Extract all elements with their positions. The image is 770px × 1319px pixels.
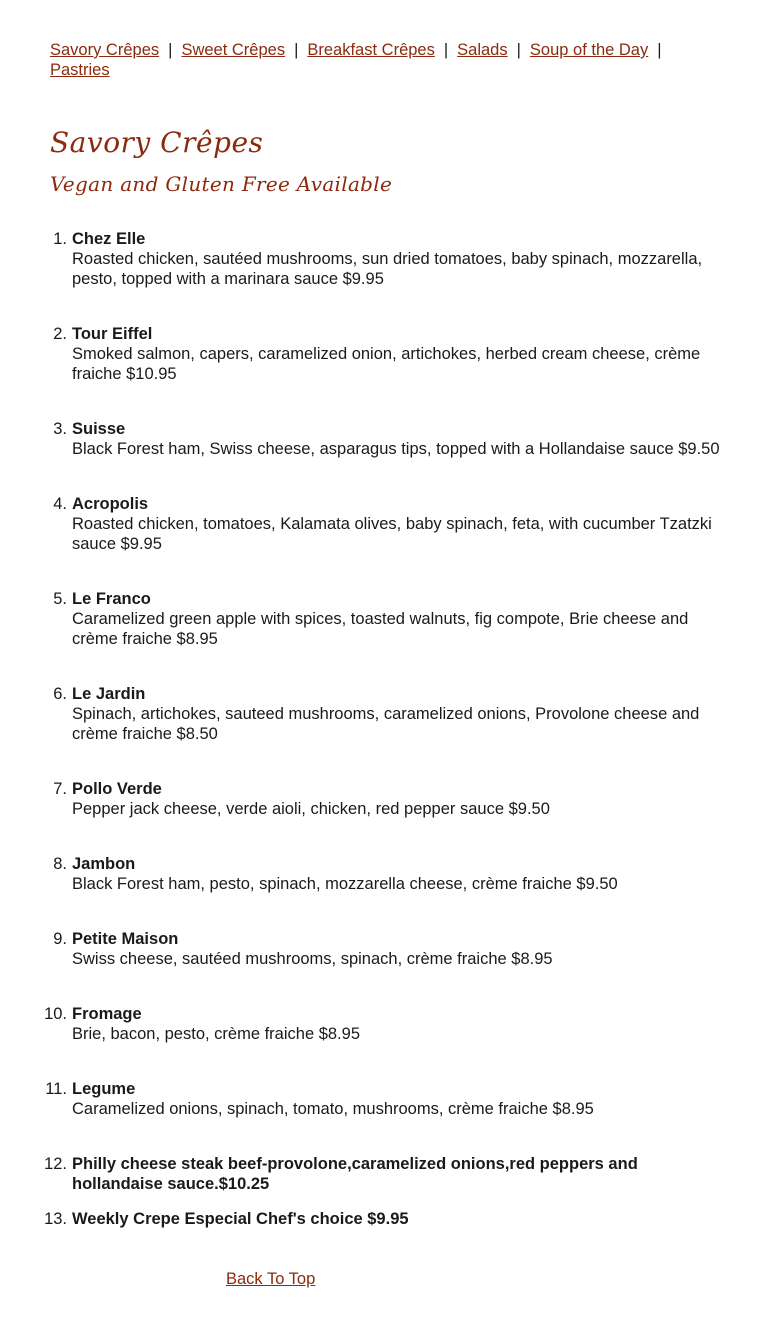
menu-list [44,229,722,1244]
item-description: Caramelized green apple with spices, toasted walnuts, fig compote, Brie cheese and crème fraiche $8.95 [72,610,689,648]
item-name: Pollo Verde [72,780,162,798]
item-description: Black Forest ham, pesto, spinach, mozzarella cheese, crème fraiche $9.50 [72,875,618,893]
item-description: Pepper jack cheese, verde aioli, chicken, red pepper sauce $9.50 [72,800,550,818]
item-number: 11. [45,1080,67,1098]
item-description: Swiss cheese, sautéed mushrooms, spinach, crème fraiche $8.95 [72,950,553,968]
nav-separator: | [443,41,449,59]
nav-separator: | [294,41,299,59]
menu-item [44,1004,722,1044]
nav-link-savory-crepes[interactable]: Savory Crêpes [50,41,160,59]
menu-item [53,229,722,289]
menu-item [53,494,722,554]
item-number: 9. [53,930,67,948]
item-name: Chez Elle [72,230,146,248]
nav-separator: | [657,41,662,59]
item-name: Le Franco [72,590,151,608]
item-number: 13. [44,1210,67,1228]
item-number: 12. [44,1155,67,1173]
item-number: 10. [44,1005,67,1023]
nav-separator: | [516,41,521,59]
menu-item [45,1079,722,1119]
nav-separator: | [168,41,173,59]
item-name: Legume [72,1080,136,1098]
top-navigation [50,40,730,80]
item-description: Smoked salmon, capers, caramelized onion, artichokes, herbed cream cheese, crème fraiche $10.95 [72,345,701,383]
menu-item [53,419,722,459]
item-number: 1. [53,230,67,248]
item-description: Black Forest ham, Swiss cheese, asparagus tips, topped with a Hollandaise sauce $9.50 [72,440,720,458]
menu-item [53,929,722,969]
item-name: Acropolis [72,495,149,513]
item-name: Fromage [72,1005,142,1023]
item-description: Brie, bacon, pesto, crème fraiche $8.95 [72,1025,360,1043]
menu-item [53,854,722,894]
nav-link-soup-of-the-day[interactable]: Soup of the Day [529,41,649,59]
item-description: Roasted chicken, tomatoes, Kalamata olives, baby spinach, feta, with cucumber Tzatzki sauce $9.95 [72,515,712,553]
item-name: Suisse [72,420,126,438]
item-number: 2. [53,325,67,343]
item-name: Le Jardin [72,685,146,703]
item-number: 4. [53,495,67,513]
page-subtitle: Vegan and Gluten Free Available [50,172,393,196]
menu-item [53,589,722,649]
item-text: Weekly Crepe Especial Chef's choice $9.95 [72,1210,409,1228]
item-name: Tour Eiffel [72,325,153,343]
item-description: Caramelized onions, spinach, tomato, mushrooms, crème fraiche $8.95 [72,1100,594,1118]
menu-item [53,684,722,744]
item-number: 3. [53,420,67,438]
nav-link-pastries[interactable]: Pastries [50,61,110,79]
item-text: Philly cheese steak beef-provolone,caramelized onions,red peppers and hollandaise sauce.$10.25 [72,1155,638,1193]
item-description: Roasted chicken, sautéed mushrooms, sun dried tomatoes, baby spinach, mozzarella, pesto, topped with a marinara sauce $9.95 [72,250,703,288]
menu-item [53,779,722,819]
menu-item [53,324,722,384]
nav-link-breakfast-crepes[interactable]: Breakfast Crêpes [307,41,435,59]
item-number: 8. [53,855,67,873]
item-number: 6. [53,685,67,703]
page-title: Savory Crêpes [50,126,264,159]
item-number: 7. [53,780,67,798]
menu-item [44,1209,722,1229]
menu-item [44,1154,722,1194]
item-name: Jambon [72,855,136,873]
nav-link-sweet-crepes[interactable]: Sweet Crêpes [181,41,286,59]
nav-link-salads[interactable]: Salads [457,41,508,59]
item-name: Petite Maison [72,930,179,948]
back-to-top-link[interactable]: Back To Top [226,1270,316,1288]
item-description: Spinach, artichokes, sauteed mushrooms, caramelized onions, Provolone cheese and crème fraiche $8.50 [72,705,700,743]
item-number: 5. [53,590,67,608]
